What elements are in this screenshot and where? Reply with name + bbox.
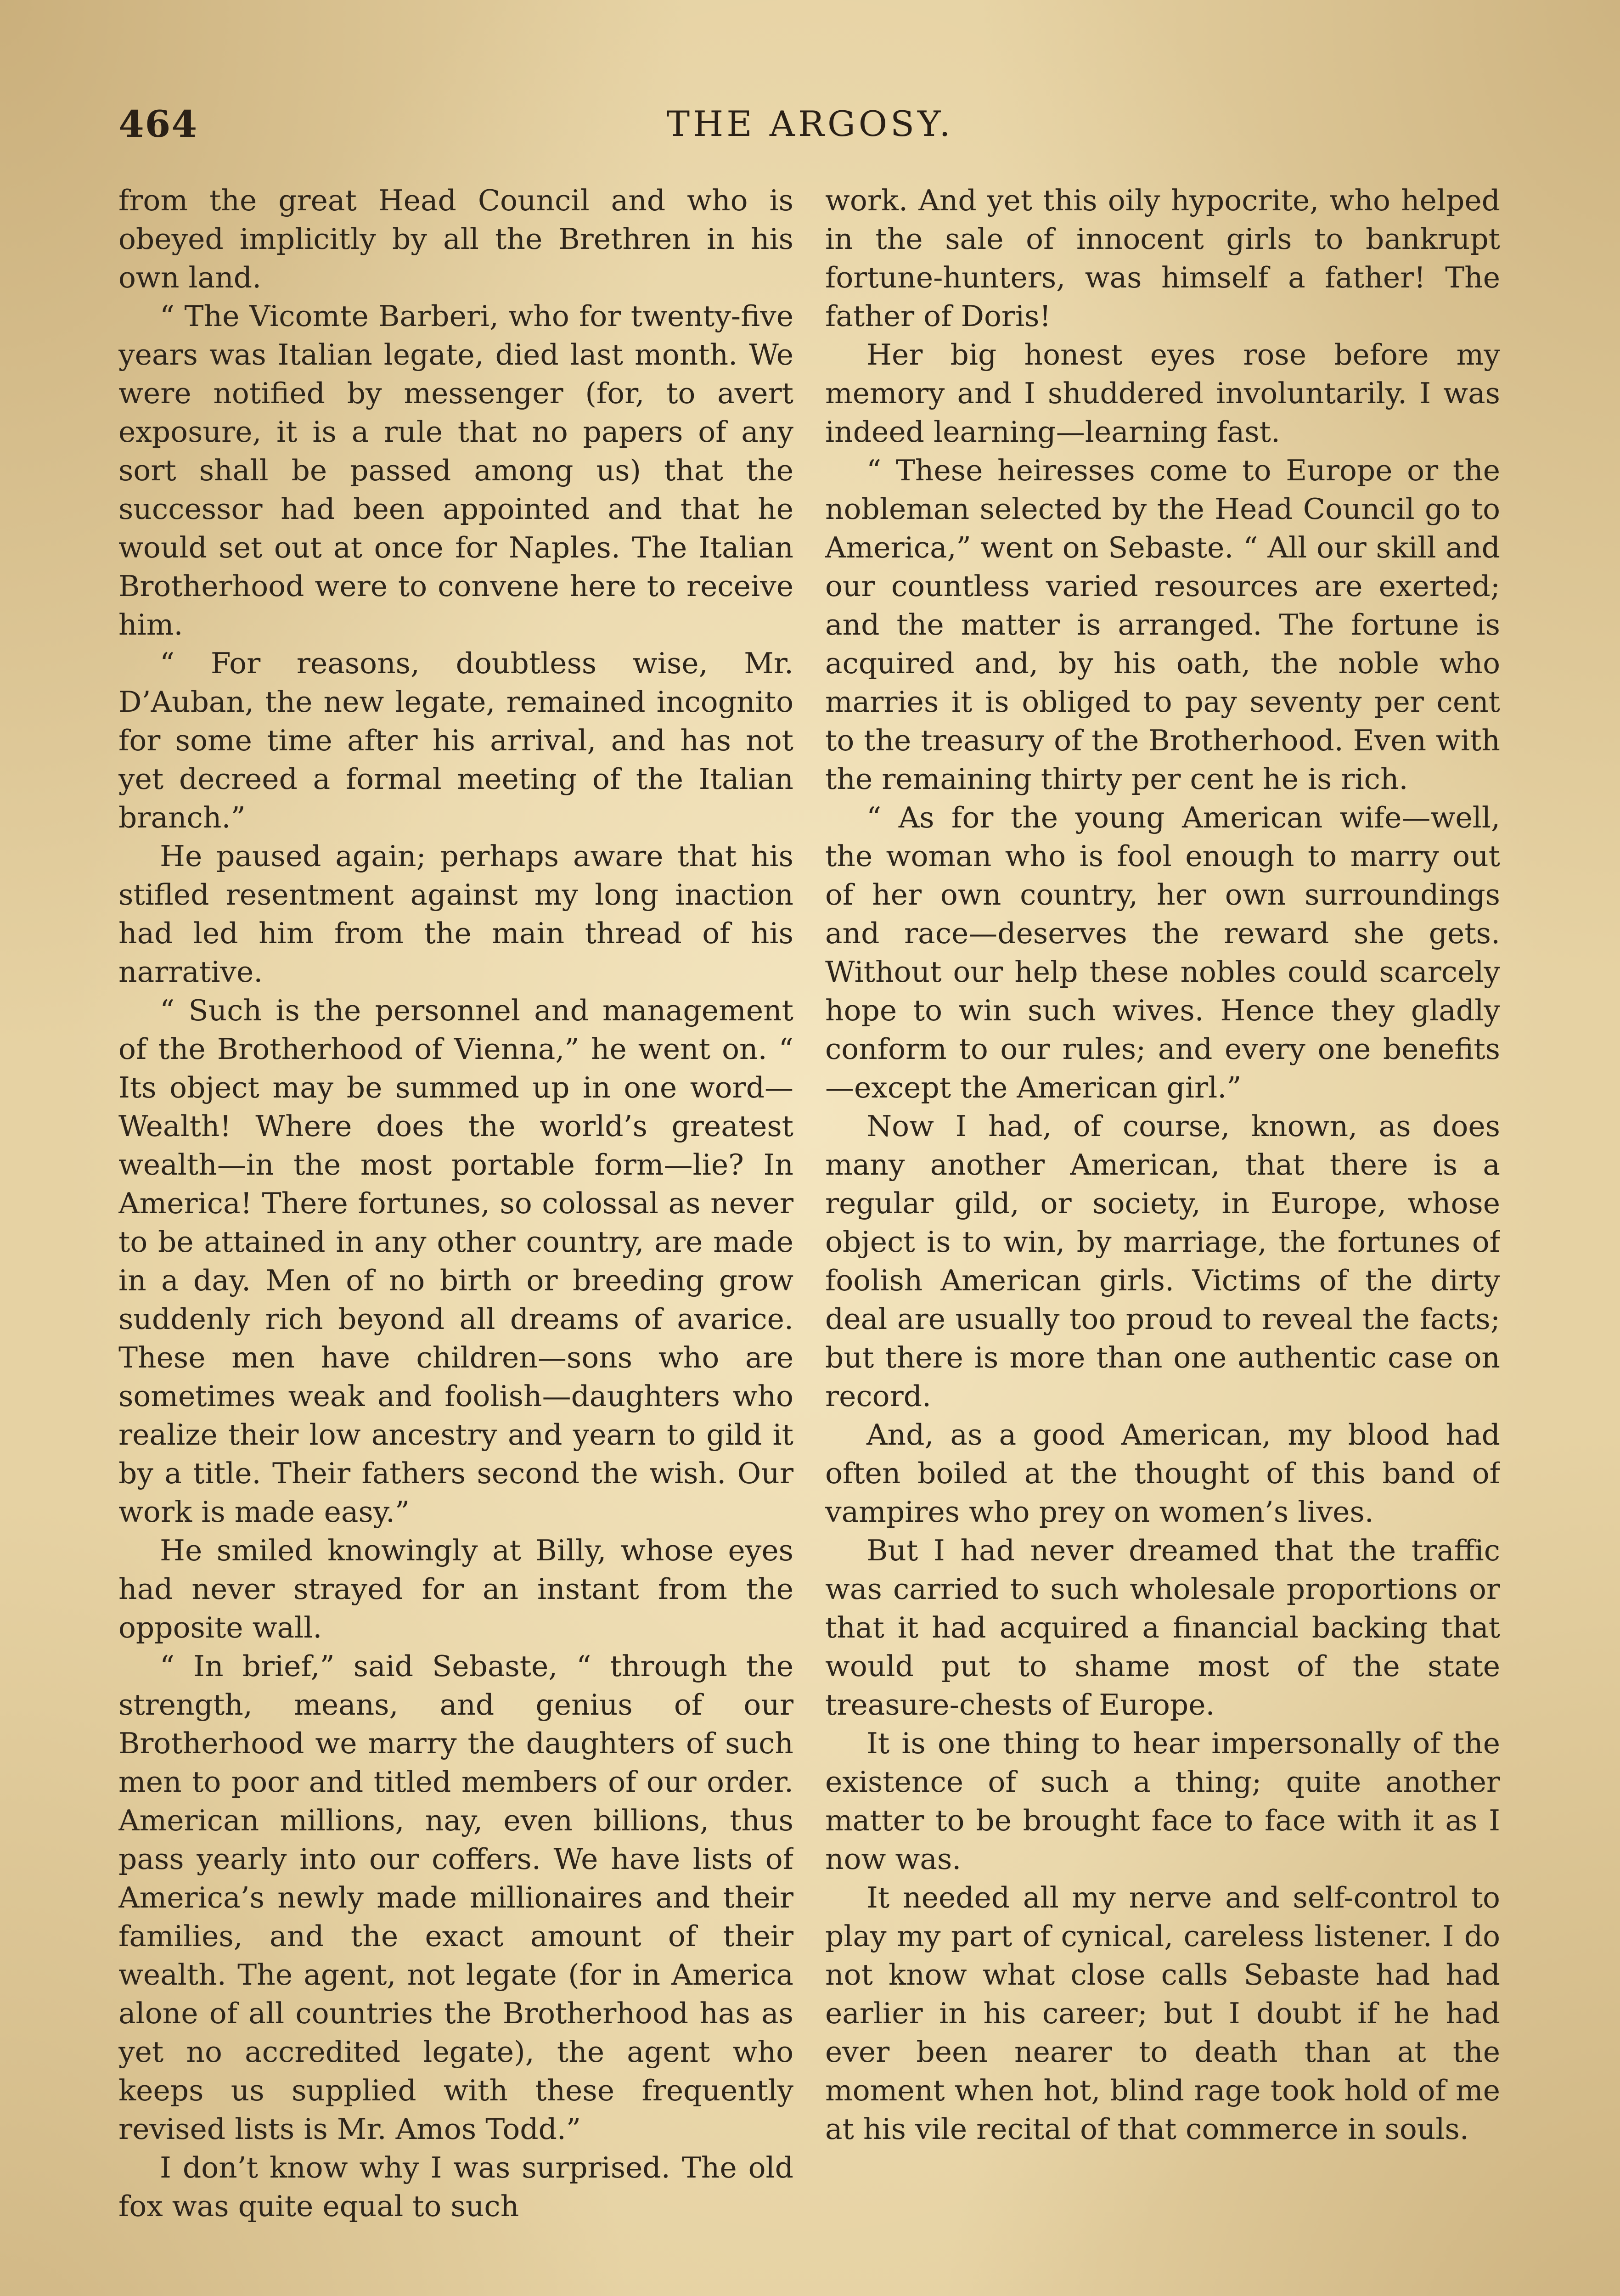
paragraph: “ For reasons, doubtless wise, Mr. D’Auban, the new legate, remained incognito for some time after his arrival, and has not yet decreed a formal meeting of the Italian branch.”: [118, 647, 793, 834]
paragraph: Now I had, of course, known, as does many another American, that there is a regular gild, or society, in Europe, whose object is to win, by marriage, the fortunes of foolish American girls. Victims of the dirty deal are usually too proud to reveal the facts; but there is more than one authentic case on record.: [825, 1109, 1500, 1413]
left-text-column: [118, 181, 793, 2296]
paragraph: But I had never dreamed that the traffic was carried to such wholesale proportions or that it had acquired a financial backing that would put to shame most of the state treasure-chests of Europe.: [825, 1534, 1500, 1722]
paragraph: Her big honest eyes rose before my memory and I shuddered involuntarily. I was indeed learning—learning fast.: [825, 338, 1500, 449]
paragraph: “ Such is the personnel and management of the Brotherhood of Vienna,” he went on. “ Its object may be summed up in one word—Wealth! Where does the world’s greatest wealth—in the most portable form—lie? In America! There fortunes, so colossal as never to be attained in any other country, are made in a day. Men of no birth or breeding grow suddenly rich beyond all dreams of avarice. These men have children—sons who are sometimes weak and foolish—daughters who realize their low ancestry and yearn to gild it by a title. Their fathers second the wish. Our work is made easy.”: [118, 994, 793, 1529]
running-head: [118, 99, 1502, 149]
paragraph: It is one thing to hear impersonally of the existence of such a thing; quite another matter to be brought face to face with it as I now was.: [825, 1727, 1500, 1876]
right-text-column: [825, 181, 1500, 2296]
paragraph: He paused again; perhaps aware that his stifled resentment against my long inaction had led him from the main thread of his narrative.: [118, 839, 793, 989]
paragraph: from the great Head Council and who is obeyed implicitly by all the Brethren in his own land.: [118, 184, 793, 294]
paragraph: “ The Vicomte Barberi, who for twenty-five years was Italian legate, died last month. We were notified by messenger (for, to avert exposure, it is a rule that no papers of any sort shall be passed among us) that the successor had been appointed and that he would set out at once for Naples. The Italian Brotherhood were to convene here to receive him.: [118, 299, 793, 642]
paragraph: It needed all my nerve and self-control to play my part of cynical, careless listener. I do not know what close calls Sebaste had had earlier in his career; but I doubt if he had ever been nearer to death than at the moment when hot, blind rage took hold of me at his vile recital of that commerce in souls.: [825, 1881, 1500, 2146]
page-number: 464: [118, 102, 198, 146]
paragraph: work. And yet this oily hypocrite, who helped in the sale of innocent girls to bankrupt fortune-hunters, was himself a father! The father of Doris!: [825, 184, 1500, 333]
paragraph: I don’t know why I was surprised. The old fox was quite equal to such: [118, 2151, 793, 2223]
paragraph: “ In brief,” said Sebaste, “ through the strength, means, and genius of our Brotherhood we marry the daughters of such men to poor and titled members of our order. American millions, nay, even billions, thus pass yearly into our coffers. We have lists of America’s newly made millionaires and their families, and the exact amount of their wealth. The agent, not legate (for in America alone of all countries the Brotherhood has as yet no accredited legate), the agent who keeps us supplied with these frequently revised lists is Mr. Amos Todd.”: [118, 1649, 793, 2146]
paragraph: And, as a good American, my blood had often boiled at the thought of this band of vampires who prey on women’s lives.: [825, 1418, 1500, 1529]
magazine-title: THE ARGOSY.: [666, 103, 954, 144]
paragraph: “ These heiresses come to Europe or the nobleman selected by the Head Council go to America,” went on Sebaste. “ All our skill and our countless varied resources are exerted; and the matter is arranged. The fortune is acquired and, by his oath, the noble who marries it is obliged to pay seventy per cent to the treasury of the Brotherhood. Even with the remaining thirty per cent he is rich.: [825, 454, 1500, 796]
paragraph: He smiled knowingly at Billy, whose eyes had never strayed for an instant from the opposite wall.: [118, 1534, 793, 1644]
paragraph: “ As for the young American wife—well, the woman who is fool enough to marry out of her own country, her own surroundings and race—deserves the reward she gets. Without our help these nobles could scarcely hope to win such wives. Hence they gladly conform to our rules; and every one benefits—except the American girl.”: [825, 801, 1500, 1104]
